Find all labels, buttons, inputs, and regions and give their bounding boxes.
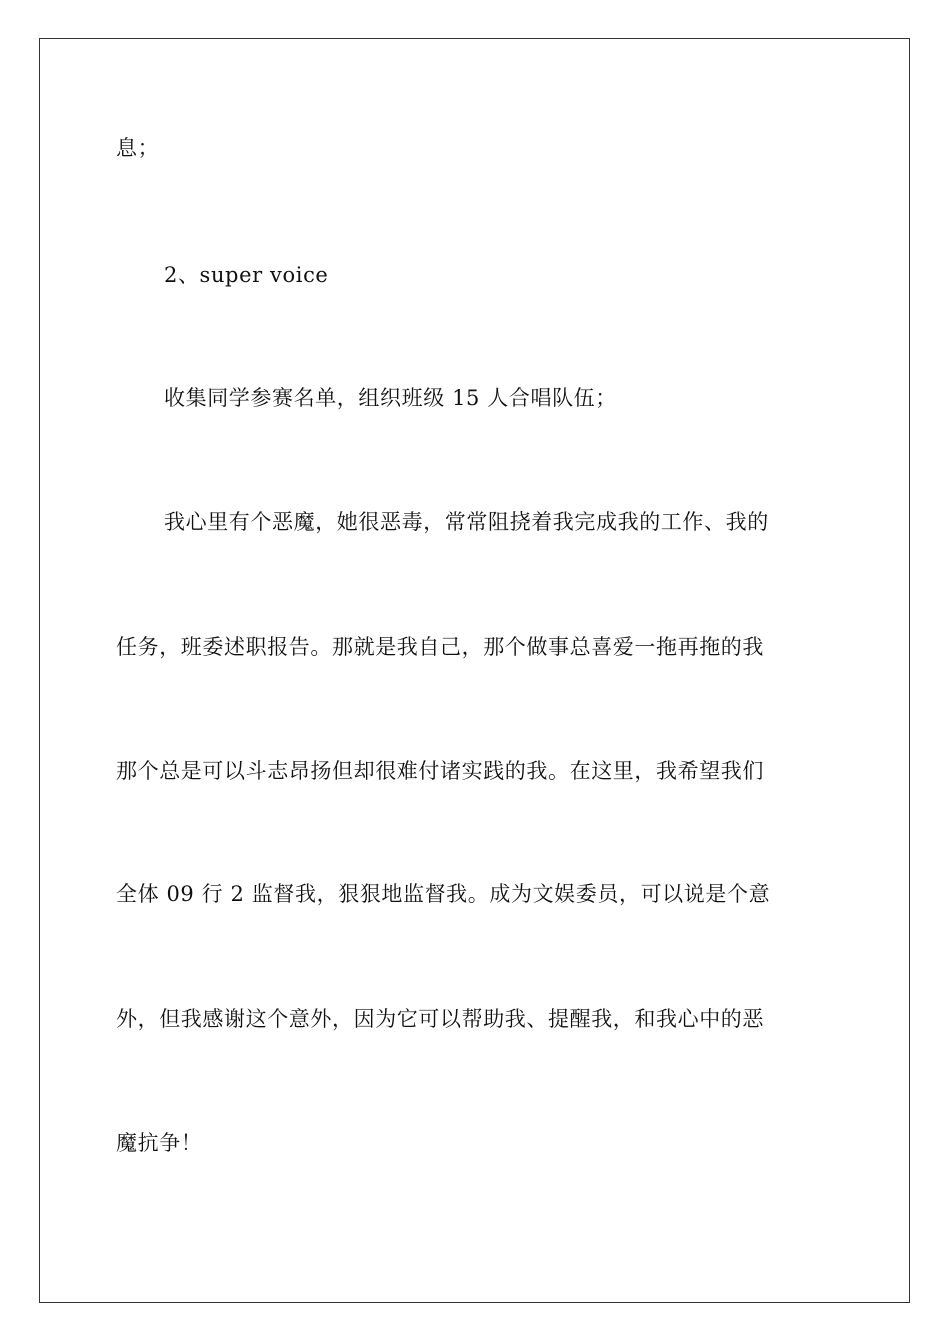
text-line-8: 外，但我感谢这个意外，因为它可以帮助我、提醒我，和我心中的恶	[116, 1007, 764, 1031]
text-line-2: 2、super voice	[164, 263, 329, 287]
text-line-9: 魔抗争！	[116, 1131, 203, 1155]
text-line-6: 那个总是可以斗志昂扬但却很难付诸实践的我。在这里，我希望我们	[116, 759, 764, 783]
text-line-3: 收集同学参赛名单，组织班级 15 人合唱队伍；	[164, 386, 617, 410]
text-line-4: 我心里有个恶魔，她很恶毒，常常阻挠着我完成我的工作、我的	[164, 510, 769, 534]
text-line-5: 任务，班委述职报告。那就是我自己，那个做事总喜爱一拖再拖的我	[116, 635, 764, 659]
text-line-1: 息；	[116, 136, 160, 160]
page-border	[39, 38, 910, 1303]
text-line-7: 全体 09 行 2 监督我，狠狠地监督我。成为文娱委员，可以说是个意	[116, 882, 771, 906]
